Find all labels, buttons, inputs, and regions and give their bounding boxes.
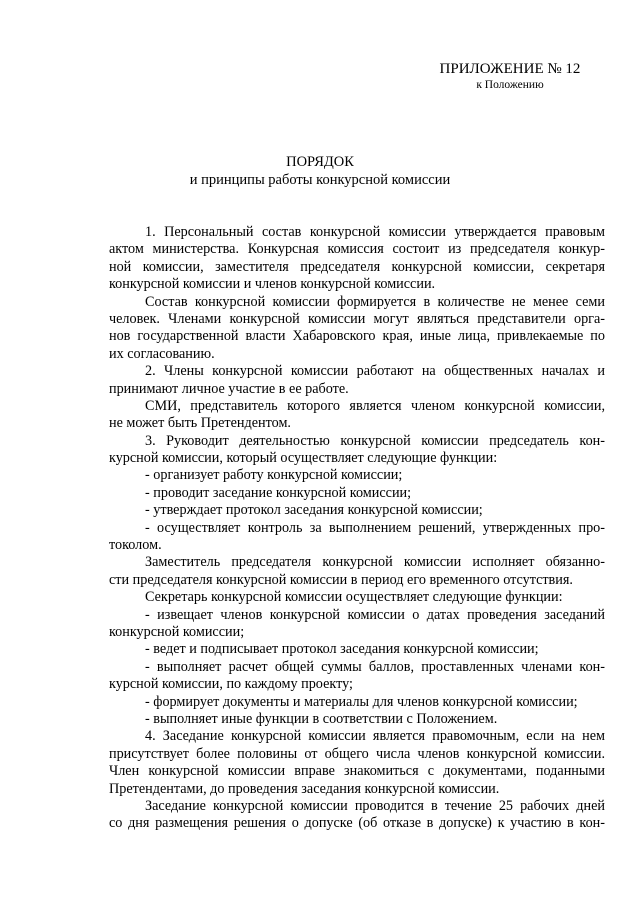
text-line: их согласованию. (109, 345, 215, 362)
text-line: человек. Членами конкурсной комиссии могут являться представители орга- (109, 310, 605, 327)
text-line: 2. Члены конкурсной комиссии работают на общественных началах и (145, 363, 605, 380)
document-body (109, 224, 605, 833)
text-line: курсной комиссии, который осуществляет следующие функции: (109, 450, 498, 467)
text-line: - формирует документы и материалы для членов конкурсной комиссии; (145, 693, 578, 710)
text-line: - проводит заседание конкурсной комиссии; (145, 484, 412, 501)
text-line: 1. Персональный состав конкурсной комиссии утверждается правовым (145, 224, 605, 240)
text-line: 4. Заседание конкурсной комиссии является правомочным, если на нем (145, 728, 605, 745)
text-line: токолом. (109, 537, 162, 554)
text-line: нов государственной власти Хабаровского края, иные лица, привлекаемые по (109, 328, 605, 345)
text-line: конкурсной комиссии; (109, 623, 245, 640)
text-line: - ведет и подписывает протокол заседания конкурсной комиссии; (145, 641, 539, 658)
text-line: Состав конкурсной комиссии формируется в количестве не менее семи (145, 293, 605, 310)
text-line: - организует работу конкурсной комиссии; (145, 467, 403, 484)
text-line: Претендентами, до проведения заседания конкурсной комиссии. (109, 780, 500, 797)
text-line: СМИ, представитель которого является членом конкурсной комиссии, (145, 397, 605, 414)
text-line: со дня размещения решения о допуске (об отказе в допуске) к участию в кон- (109, 815, 605, 832)
text-line: - выполняет расчет общей суммы баллов, проставленных членами кон- (145, 658, 605, 675)
document-subtitle: и принципы работы конкурсной комиссии (189, 172, 451, 188)
appendix-header (420, 60, 600, 92)
text-line: принимают личное участие в ее работе. (109, 380, 349, 397)
text-line: Заместитель председателя конкурсной комиссии исполняет обязанно- (145, 554, 605, 571)
text-line: 3. Руководит деятельностью конкурсной комиссии председатель кон- (145, 432, 605, 449)
text-line: ной комиссии, заместителя председателя конкурсной комиссии, секретаря (109, 258, 605, 275)
text-line: конкурсной комиссии и членов конкурсной комиссии. (109, 276, 436, 293)
text-line: сти председателя конкурсной комиссии в период его временного отсутствия. (109, 571, 573, 588)
text-line: не может быть Претендентом. (109, 415, 291, 432)
document-heading (0, 153, 640, 189)
document-title: ПОРЯДОК (286, 154, 354, 170)
text-line: курсной комиссии, по каждому проекту; (109, 676, 353, 693)
appendix-title: ПРИЛОЖЕНИЕ № 12 (439, 61, 581, 77)
text-line: - утверждает протокол заседания конкурсной комиссии; (145, 502, 483, 519)
text-line: Секретарь конкурсной комиссии осуществляет следующие функции: (145, 589, 563, 606)
text-line: - выполняет иные функции в соответствии с Положением. (145, 710, 498, 727)
text-line: - осуществляет контроль за выполнением решений, утвержденных про- (145, 519, 605, 536)
text-line: Заседание конкурсной комиссии проводится в течение 25 рабочих дней (145, 797, 605, 814)
appendix-subtitle: к Положению (476, 79, 544, 91)
text-line: Член конкурсной комиссии вправе знакомиться с документами, поданными (109, 763, 605, 780)
text-line: присутствует более половины от общего числа членов конкурсной комиссии. (109, 745, 605, 762)
text-line: актом министерства. Конкурсная комиссия состоит из председателя конкур- (109, 241, 605, 258)
text-line: - извещает членов конкурсной комиссии о датах проведения заседаний (145, 606, 605, 623)
